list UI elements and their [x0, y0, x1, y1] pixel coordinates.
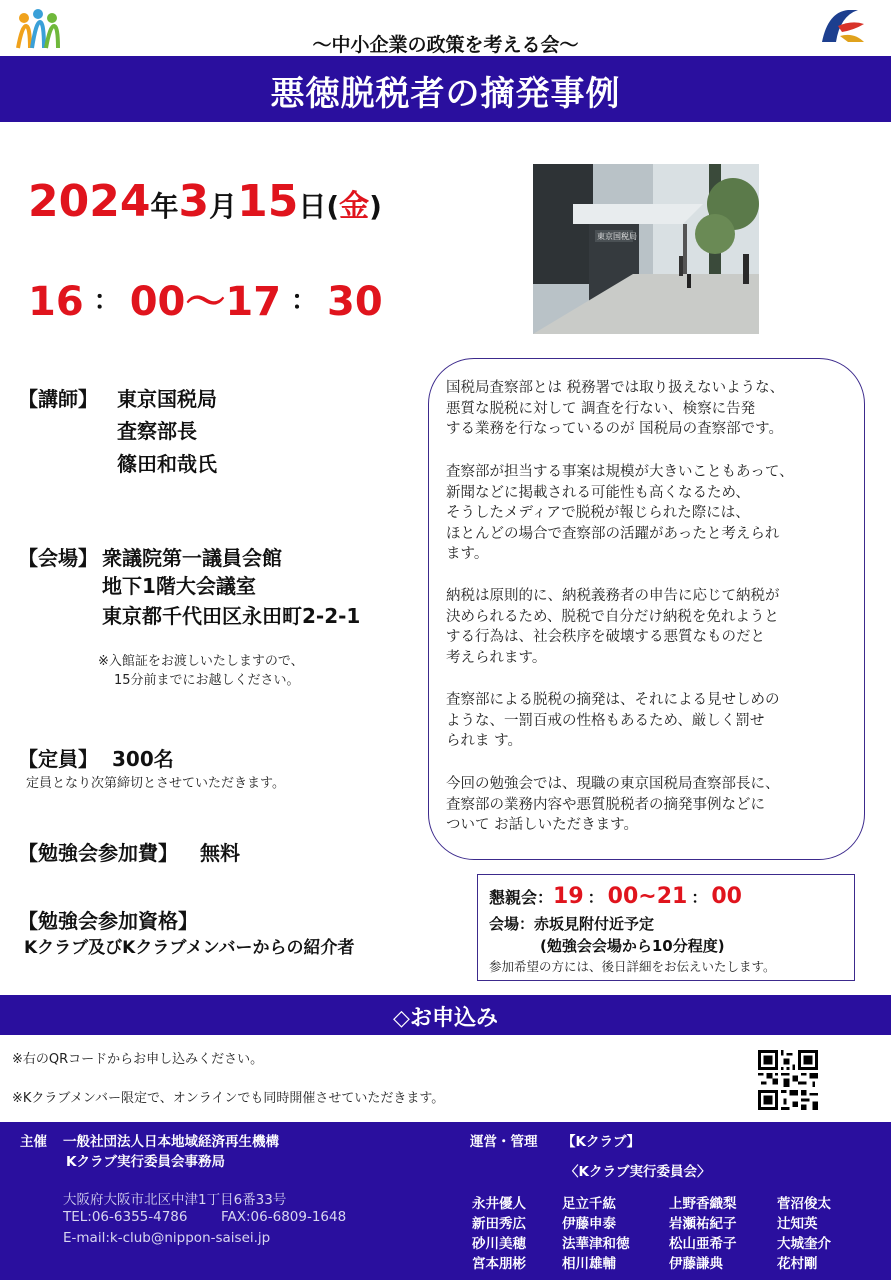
host-tel: TEL:06-6355-4786	[63, 1209, 188, 1225]
host-organization: 一般社団法人日本地域経済再生機構	[63, 1134, 279, 1150]
apply-note-online: ※Kクラブメンバー限定で、オンラインでも同時開催させていただきます。	[12, 1091, 445, 1106]
date-day: 15	[237, 176, 299, 227]
venue-room: 地下1階大会議室	[102, 574, 256, 598]
member-name: 宮本朋彬	[472, 1256, 526, 1272]
host-office: Kクラブ実行委員会事務局	[66, 1154, 225, 1170]
venue-address: 東京都千代田区永田町2-2-1	[102, 604, 361, 628]
fee-value: 無料	[200, 841, 240, 865]
time-colon: ：	[93, 286, 120, 316]
member-name: 上野香織梨	[669, 1196, 737, 1212]
member-name: 足立千紘	[562, 1196, 616, 1212]
description-paragraph-4: 査察部による脱税の摘発は、それによる見せしめの ような、一罰百戒の性格もあるため、厳しく罰せ られま す。	[446, 692, 780, 749]
time-start-minute: 00	[129, 279, 186, 325]
time-colon: ：	[291, 286, 318, 316]
page-title: 悪徳脱税者の摘発事例	[270, 74, 621, 114]
lecturer-label: 【講師】	[18, 387, 98, 411]
member-name: 花村剛	[777, 1256, 818, 1272]
venue-note-line1: ※入館証をお渡しいたしますので、	[98, 654, 304, 669]
host-label: 主催	[20, 1134, 47, 1150]
member-name: 新田秀広	[472, 1216, 526, 1232]
time-end-hour: 17	[225, 279, 282, 325]
time-start-hour: 16	[28, 279, 84, 325]
date-month: 3	[178, 176, 210, 227]
event-time	[28, 270, 383, 327]
description-paragraph-5: 今回の勉強会では、現職の東京国税局査察部長に、 査察部の業務内容や悪質脱税者の摘発事例などに ついて お話しいただきます。	[446, 776, 780, 833]
manage-label: 運営・管理	[470, 1134, 538, 1150]
time-separator: 〜	[185, 279, 226, 325]
member-name: 辻知英	[777, 1216, 818, 1232]
date-year: 2024	[28, 176, 151, 227]
lecturer-title: 査察部長	[117, 419, 197, 443]
description-paragraph-2: 査察部が担当する事案は規模が大きいこともあって、 新聞などに掲載される可能性も高くなるため、 そうしたメディアで脱税が報じられた際には、 ほとんどの場合で査察部の活躍があったと考えられ ます。	[446, 464, 794, 562]
date-year-unit: 年	[150, 190, 179, 223]
host-address: 大阪府大阪市北区中津1丁目6番33号	[63, 1192, 287, 1208]
venue-note-line2: 15分前までにお越しください。	[114, 673, 300, 688]
host-email[interactable]: E-mail:k-club@nippon-saisei.jp	[63, 1230, 271, 1246]
date-day-unit: 日	[298, 190, 327, 223]
description-paragraph-1: 国税局査察部とは 税務署では取り扱えないような、 悪質な脱税に対して 調査を行ない、検察に告発 する業務を行なっているのが 国税局の査察部です。	[446, 380, 785, 437]
social-note: 参加希望の方には、後日詳細をお伝えいたします。	[489, 959, 776, 974]
member-name: 岩瀬祐紀子	[669, 1216, 737, 1232]
member-name: 菅沼俊太	[777, 1196, 831, 1212]
capacity-value: 300名	[112, 747, 174, 771]
venue-building: 衆議院第一議員会館	[102, 546, 282, 570]
qualification-value: Kクラブ及びKクラブメンバーからの紹介者	[24, 938, 355, 958]
social-separator: ~	[638, 884, 657, 909]
fee-label: 【勉強会参加費】	[18, 841, 178, 865]
social-start-hour: 19	[553, 884, 584, 909]
weekday-open-paren: (	[326, 190, 340, 223]
member-name: 伊藤申泰	[562, 1216, 616, 1232]
social-event-time	[489, 884, 742, 909]
social-label: 懇親会：	[489, 888, 554, 907]
qr-code[interactable]	[758, 1050, 818, 1110]
committee-title: 〈Kクラブ実行委員会〉	[565, 1164, 711, 1180]
description-paragraph-3: 納税は原則的に、納税義務者の申告に応じて納税が 決められるため、脱税で自分だけ納税を免れようと する行為は、社会秩序を破壊する悪質なものだと 考えられます。	[446, 588, 780, 666]
social-end-minute: 00	[711, 884, 742, 909]
social-end-hour: 21	[656, 884, 688, 909]
time-end-minute: 30	[327, 279, 383, 325]
manage-organization: 【Kクラブ】	[562, 1134, 641, 1150]
apply-title: ◇お申込み	[393, 1006, 498, 1031]
event-date	[28, 176, 382, 227]
social-colon: ：	[691, 888, 708, 907]
social-venue-note: (勉強会会場から10分程度)	[540, 937, 725, 955]
member-name: 松山亜希子	[669, 1236, 737, 1252]
member-name: 法華津和徳	[562, 1236, 630, 1252]
capacity-label: 【定員】	[18, 747, 98, 771]
venue-label: 【会場】	[18, 546, 98, 570]
member-name: 相川雄輔	[562, 1256, 616, 1272]
weekday-close-paren: )	[369, 190, 382, 223]
date-weekday: 金	[339, 189, 370, 224]
lecturer-name: 篠田和哉氏	[117, 452, 217, 476]
member-name: 伊藤謙典	[669, 1256, 723, 1272]
social-colon: ：	[587, 888, 604, 907]
date-month-unit: 月	[209, 190, 238, 223]
member-name: 砂川美穂	[472, 1236, 526, 1252]
member-name: 永井優人	[472, 1196, 526, 1212]
building-photo	[533, 164, 759, 334]
host-fax: FAX:06-6809-1648	[221, 1209, 347, 1225]
social-venue: 会場：赤坂見附付近予定	[489, 915, 655, 933]
apply-note-qr: ※右のQRコードからお申し込みください。	[12, 1052, 264, 1067]
event-series-subtitle: 〜中小企業の政策を考える会〜	[312, 34, 579, 56]
social-start-minute: 00	[607, 884, 639, 909]
lecturer-org: 東京国税局	[117, 387, 217, 411]
capacity-note: 定員となり次第締切とさせていただきます。	[26, 776, 285, 791]
member-name: 大城奎介	[777, 1236, 831, 1252]
qualification-label: 【勉強会参加資格】	[18, 909, 198, 933]
svg-text:東京国税局: 東京国税局	[597, 232, 637, 241]
